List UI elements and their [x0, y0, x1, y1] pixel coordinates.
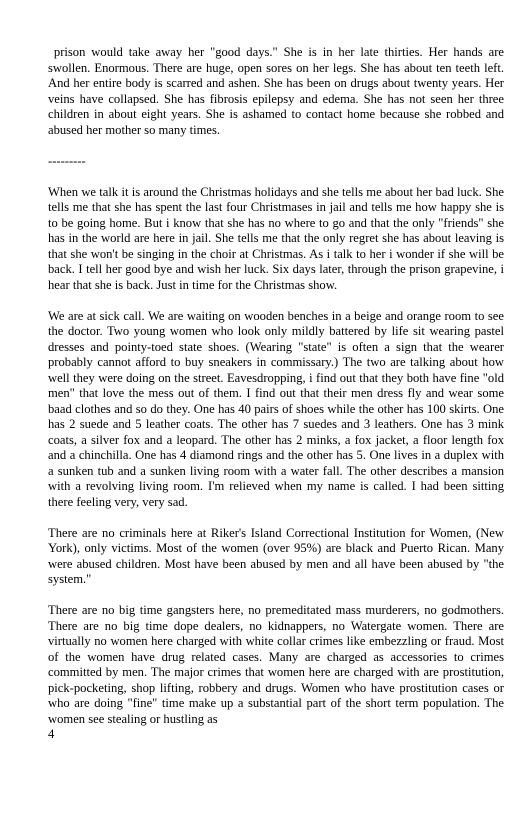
- paragraph-prison-good-days: prison would take away her "good days." She is in her late thirties. Her hands are swollen. Enormous. There are huge, open sores on her legs. She has about ten teeth left. And her entire body is scarred and ashen. She has been on drugs about twenty years. Her veins have collapsed. She has fibrosis epilepsy and edema. She has not seen her three children in about eight years. She is ashamed to contact home because she robbed and abused her mother so many times.: [48, 45, 504, 137]
- section-separator: ---------: [48, 153, 86, 168]
- paragraph-no-criminals: There are no criminals here at Riker's Island Correctional Institution for Women, (New York), only victims. Most of the women (over 95%) are black and Puerto Rican. Many were abused children. Most have been abused by men and all have been abused by "the system.": [48, 525, 504, 586]
- paragraph-no-gangsters: There are no big time gangsters here, no premeditated mass murderers, no godmothers. There are no big time dope dealers, no kidnappers, no Watergate women. There are virtually no women here charged with white collar crimes like embezzling or fraud. Most of the women have drug related cases. Many are charged as accessories to crimes committed by men. The major crimes that women here are charged with are prostitution, pick-pocketing, shop lifting, robbery and drugs. Women who have prostitution cases or who are doing "fine" time make up a substantial part of the short term population. The women see stealing or hustling as: [48, 603, 504, 726]
- paragraph-sick-call: We are at sick call. We are waiting on wooden benches in a beige and orange room to see the doctor. Two young women who look only mildly battered by life sit wearing pastel dresses and pointy-toed state shoes. (Wearing "state" is often a sign that the wearer probably cannot afford to buy sneakers in commissary.) The two are talking about how well they were doing on the street. Eavesdropping, i find out that they both have fine "old men" that love the mess out of them. I find out that their men dress fly and wear some baad clothes and so do they. One has 40 pairs of shoes while the other has 100 skirts. One has 2 suede and 5 leather coats. The other has 7 suedes and 3 leathers. One has 3 mink coats, a silver fox and a leopard. The other has 2 minks, a fox jacket, a floor length fox and a chinchilla. One has 4 diamond rings and the other has 5. One lives in a duplex with a sunken tub and a sunken living room with a water fall. The other describes a mansion with a revolving living room. I'm relieved when my name is called. I had been sitting there feeling very, very sad.: [48, 308, 504, 509]
- page-number: 4: [48, 727, 55, 741]
- text-column: [48, 45, 504, 743]
- paragraph-christmas-holidays: When we talk it is around the Christmas holidays and she tells me about her bad luck. She tells me that she has spent the last four Christmases in jail and tells me how happy she is to be going home. But i know that she has no where to go and that the only "friends" she has in the world are here in jail. She tells me that the only regret she has about leaving is that she won't be singing in the choir at Christmas. As i talk to her i wonder if she will be back. I tell her good bye and wish her luck. Six days later, through the prison grapevine, i hear that she is back. Just in time for the Christmas show.: [48, 184, 504, 292]
